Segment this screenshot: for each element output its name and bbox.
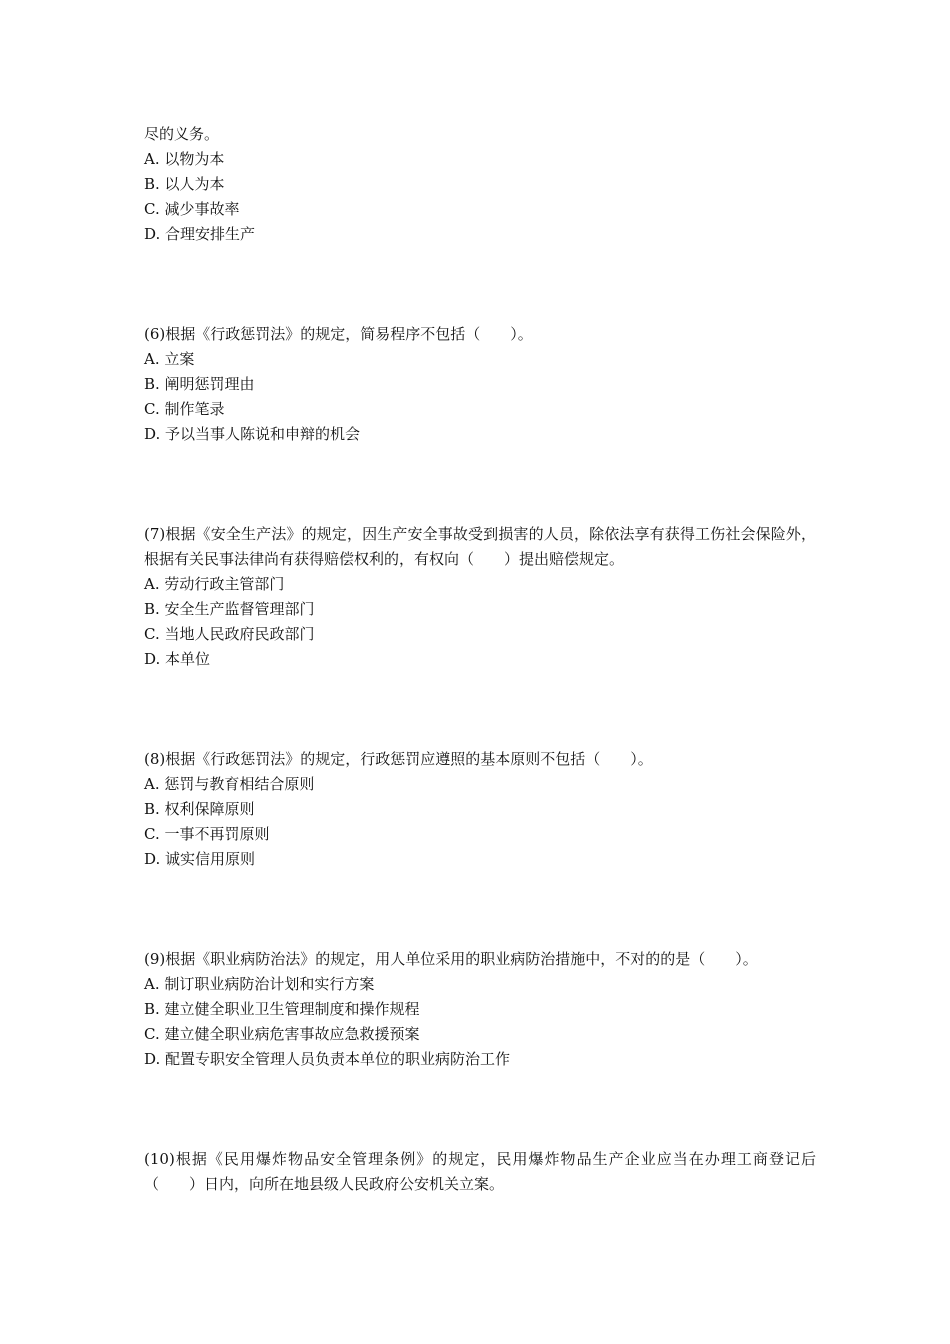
question-stem: (7)根据《安全生产法》的规定，因生产安全事故受到损害的人员，除依法享有获得工伤社会保险外，根据有关民事法律尚有获得赔偿权利的，有权向（ ）提出赔偿规定。 xyxy=(144,525,816,568)
option-c: C. 当地人民政府民政部门 xyxy=(144,625,315,643)
option-a: A. 劳动行政主管部门 xyxy=(144,575,285,593)
option-d: D. 合理安排生产 xyxy=(144,225,256,243)
question-block xyxy=(144,322,816,447)
question-stem-continuation: 尽的义务。 xyxy=(144,125,220,143)
question-stem: (10)根据《民用爆炸物品安全管理条例》的规定，民用爆炸物品生产企业应当在办理工商登记后（ ）日内，向所在地县级人民政府公安机关立案。 xyxy=(144,1150,816,1193)
question-block xyxy=(144,1147,816,1197)
question-stem: (6)根据《行政惩罚法》的规定，简易程序不包括（ ）。 xyxy=(144,325,533,343)
option-b: B. 阐明惩罚理由 xyxy=(144,375,255,393)
option-d: D. 本单位 xyxy=(144,650,211,668)
option-d: D. 配置专职安全管理人员负责本单位的职业病防治工作 xyxy=(144,1050,511,1068)
option-b: B. 以人为本 xyxy=(144,175,225,193)
option-c: C. 一事不再罚原则 xyxy=(144,825,270,843)
option-c: C. 减少事故率 xyxy=(144,200,240,218)
option-b: B. 建立健全职业卫生管理制度和操作规程 xyxy=(144,1000,420,1018)
option-b: B. 安全生产监督管理部门 xyxy=(144,600,315,618)
option-d: D. 予以当事人陈说和申辩的机会 xyxy=(144,425,361,443)
question-stem: (9)根据《职业病防治法》的规定，用人单位采用的职业病防治措施中，不对的的是（ ）。 xyxy=(144,950,758,968)
option-d: D. 诚实信用原则 xyxy=(144,850,256,868)
spacer xyxy=(144,872,816,947)
option-a: A. 惩罚与教育相结合原则 xyxy=(144,775,315,793)
option-a: A. 立案 xyxy=(144,350,195,368)
spacer xyxy=(144,672,816,747)
option-c: C. 建立健全职业病危害事故应急救援预案 xyxy=(144,1025,420,1043)
question-stem: (8)根据《行政惩罚法》的规定，行政惩罚应遵照的基本原则不包括（ ）。 xyxy=(144,750,653,768)
spacer xyxy=(144,247,816,322)
question-block xyxy=(144,122,816,247)
option-a: A. 制订职业病防治计划和实行方案 xyxy=(144,975,375,993)
option-b: B. 权利保障原则 xyxy=(144,800,255,818)
question-block xyxy=(144,947,816,1072)
question-block xyxy=(144,522,816,672)
spacer xyxy=(144,1072,816,1147)
document-page xyxy=(144,122,816,1197)
option-a: A. 以物为本 xyxy=(144,150,225,168)
question-block xyxy=(144,747,816,872)
spacer xyxy=(144,447,816,522)
option-c: C. 制作笔录 xyxy=(144,400,225,418)
